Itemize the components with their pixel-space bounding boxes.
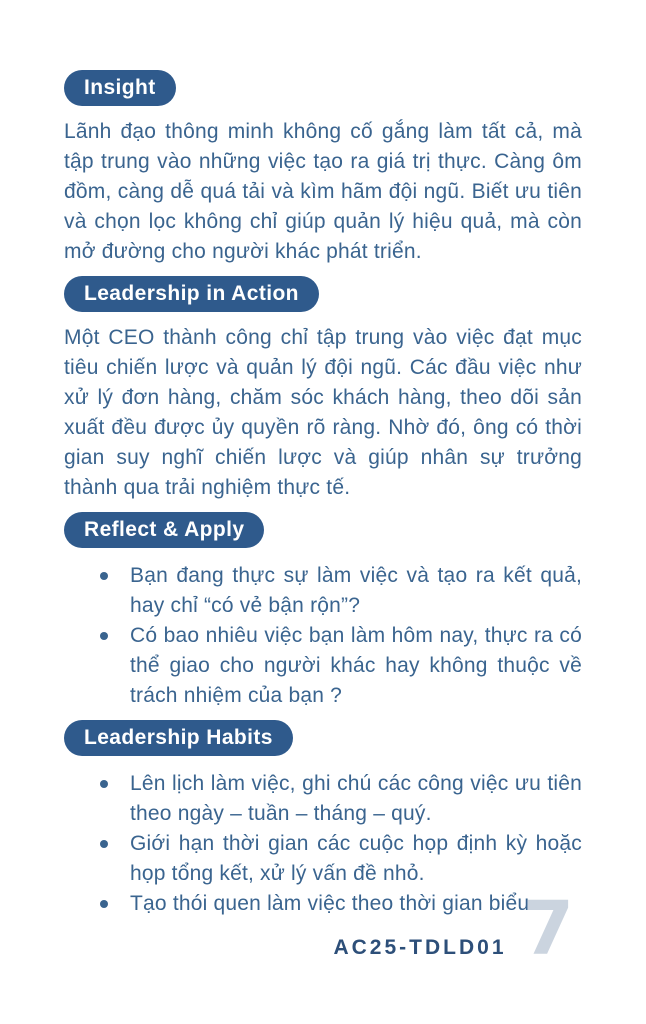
leadership-habits-badge: Leadership Habits (64, 720, 293, 756)
leadership-in-action-badge: Leadership in Action (64, 276, 319, 312)
list-item (64, 769, 582, 829)
page-number: 7 (522, 886, 574, 972)
list-item-text: Giới hạn thời gian các cuộc họp định kỳ hoặc họp tổng kết, xử lý vấn đề nhỏ. (130, 832, 582, 885)
bullet-icon (100, 572, 108, 580)
insight-badge: Insight (64, 70, 176, 106)
section-leadership-habits (64, 720, 582, 919)
list-item-text: Tạo thói quen làm việc theo thời gian biểu. (130, 892, 536, 915)
insight-paragraph: Lãnh đạo thông minh không cố gắng làm tất cả, mà tập trung vào những việc tạo ra giá trị thực. Càng ôm đồm, càng dễ quá tải và kìm hãm đội ngũ. Biết ưu tiên và chọn lọc không chỉ giúp quản lý hiệu quả, mà còn mở đường cho người khác phát triển. (64, 120, 582, 263)
reflect-apply-list (64, 561, 582, 711)
list-item-text: Bạn đang thực sự làm việc và tạo ra kết quả, hay chỉ “có vẻ bận rộn”? (130, 564, 582, 617)
bullet-icon (100, 632, 108, 640)
document-code: AC25-TDLD01 (333, 936, 507, 959)
list-item-text: Có bao nhiêu việc bạn làm hôm nay, thực ra có thể giao cho người khác hay không thuộc về trách nhiệm của bạn ? (130, 624, 582, 707)
list-item (64, 829, 582, 889)
bullet-icon (100, 840, 108, 848)
section-reflect-apply (64, 512, 582, 711)
list-item (64, 621, 582, 711)
list-item-text: Lên lịch làm việc, ghi chú các công việc ưu tiên theo ngày – tuần – tháng – quý. (130, 772, 582, 825)
leadership-habits-list (64, 769, 582, 919)
bullet-icon (100, 780, 108, 788)
section-insight (64, 70, 582, 267)
list-item (64, 561, 582, 621)
reflect-apply-badge: Reflect & Apply (64, 512, 264, 548)
section-leadership-in-action (64, 276, 582, 503)
leadership-in-action-paragraph: Một CEO thành công chỉ tập trung vào việc đạt mục tiêu chiến lược và quản lý đội ngũ. Các đầu việc như xử lý đơn hàng, chăm sóc khách hàng, theo dõi sản xuất đều được ủy quyền rõ ràng. Nhờ đó, ông có thời gian suy nghĩ chiến lược và giúp nhân sự trưởng thành qua trải nghiệm thực tế. (64, 326, 582, 499)
bullet-icon (100, 900, 108, 908)
